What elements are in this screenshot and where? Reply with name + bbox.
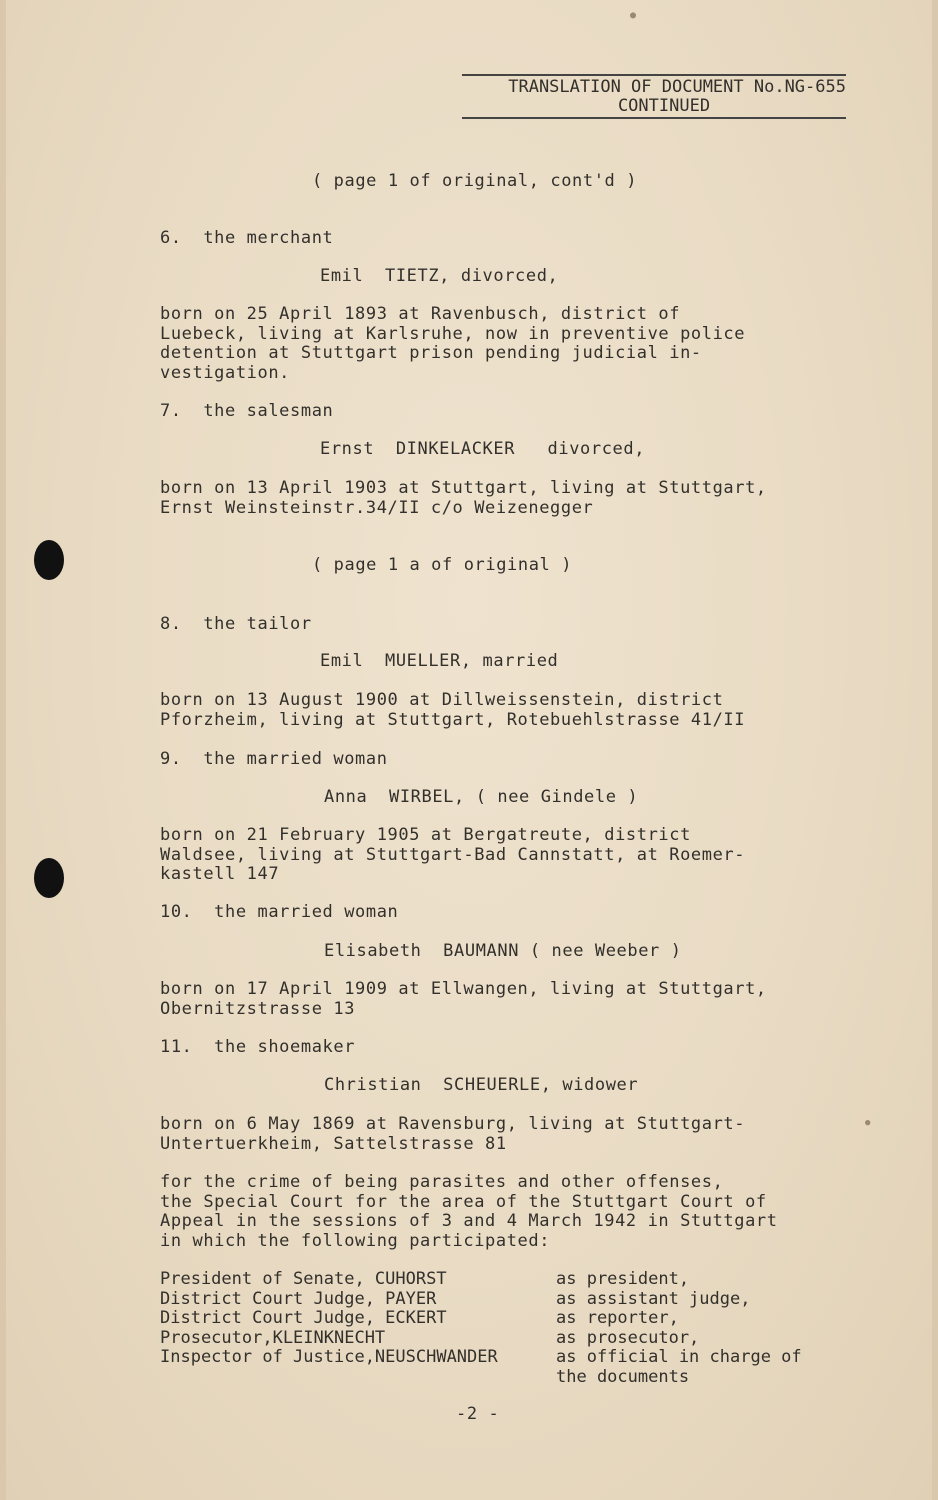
verdict-paragraph: for the crime of being parasites and other offenses, the Special Court for the area of the Stuttgart Court of Appeal in the sessions of 3 and 4 March 1942 in Stuttgart in which the following participated: [160, 1172, 778, 1251]
item-10-heading: 10. the married woman [160, 902, 399, 922]
punch-hole-top [34, 540, 64, 580]
item-9-heading: 9. the married woman [160, 749, 388, 769]
participant-row [160, 1309, 856, 1329]
item-8-name: Emil MUELLER, married [320, 651, 559, 671]
item-9-name: Anna WIRBEL, ( nee Gindele ) [324, 787, 639, 807]
participants-list [160, 1270, 856, 1387]
item-6-name: Emil TIETZ, divorced, [320, 266, 559, 286]
paper-edge-right [932, 0, 938, 1500]
paper-speck: ● [630, 10, 637, 21]
item-8-heading: 8. the tailor [160, 614, 312, 634]
participant-name: District Court Judge, ECKERT [160, 1308, 447, 1328]
item-10-name: Elisabeth BAUMANN ( nee Weeber ) [324, 941, 682, 961]
item-6-heading: 6. the merchant [160, 228, 334, 248]
page-number: -2 - [456, 1404, 500, 1424]
punch-hole-bottom [34, 858, 64, 898]
item-7-body: born on 13 April 1903 at Stuttgart, living at Stuttgart, Ernst Weinsteinstr.34/II c/o Weizenegger [160, 478, 767, 518]
item-10-body: born on 17 April 1909 at Ellwangen, living at Stuttgart, Obernitzstrasse 13 [160, 979, 767, 1019]
item-11-heading: 11. the shoemaker [160, 1037, 356, 1057]
item-6-body: born on 25 April 1893 at Ravenbusch, district of Luebeck, living at Karlsruhe, now in preventive police detention at Stuttgart prison pending judicial in- vestigation. [160, 304, 746, 383]
participant-role: as assistant judge, [556, 1288, 751, 1309]
header-title: TRANSLATION OF DOCUMENT No.NG-655 [462, 74, 846, 97]
participant-row [160, 1290, 856, 1310]
document-header [462, 74, 846, 119]
participant-name: President of Senate, CUHORST [160, 1269, 447, 1289]
item-11-body: born on 6 May 1869 at Ravensburg, living at Stuttgart- Untertuerkheim, Sattelstrasse 81 [160, 1114, 746, 1154]
participant-row [160, 1348, 856, 1387]
participant-role: as official in charge of the documents [556, 1347, 802, 1387]
page-note-1a: ( page 1 a of original ) [312, 555, 573, 575]
paper-speck: ● [865, 1118, 871, 1128]
participant-role: as prosecutor, [556, 1327, 700, 1348]
item-7-name: Ernst DINKELACKER divorced, [320, 439, 646, 459]
participant-role: as president, [556, 1269, 690, 1289]
participant-row [160, 1270, 856, 1290]
item-9-body: born on 21 February 1905 at Bergatreute, district Waldsee, living at Stuttgart-Bad Cannstatt, at Roemer- kastell 147 [160, 825, 746, 884]
header-continued: CONTINUED [462, 97, 846, 119]
participant-row [160, 1329, 856, 1349]
participant-name: Prosecutor,KLEINKNECHT [160, 1327, 386, 1348]
paper-edge-left [0, 0, 6, 1500]
item-8-body: born on 13 August 1900 at Dillweissenstein, district Pforzheim, living at Stuttgart, Rotebuehlstrasse 41/II [160, 690, 746, 730]
participant-name: District Court Judge, PAYER [160, 1288, 437, 1309]
page-note-1: ( page 1 of original, cont'd ) [312, 171, 638, 191]
item-11-name: Christian SCHEUERLE, widower [324, 1075, 639, 1095]
item-7-heading: 7. the salesman [160, 401, 334, 421]
participant-name: Inspector of Justice,NEUSCHWANDER [160, 1347, 498, 1367]
participant-role: as reporter, [556, 1308, 679, 1328]
